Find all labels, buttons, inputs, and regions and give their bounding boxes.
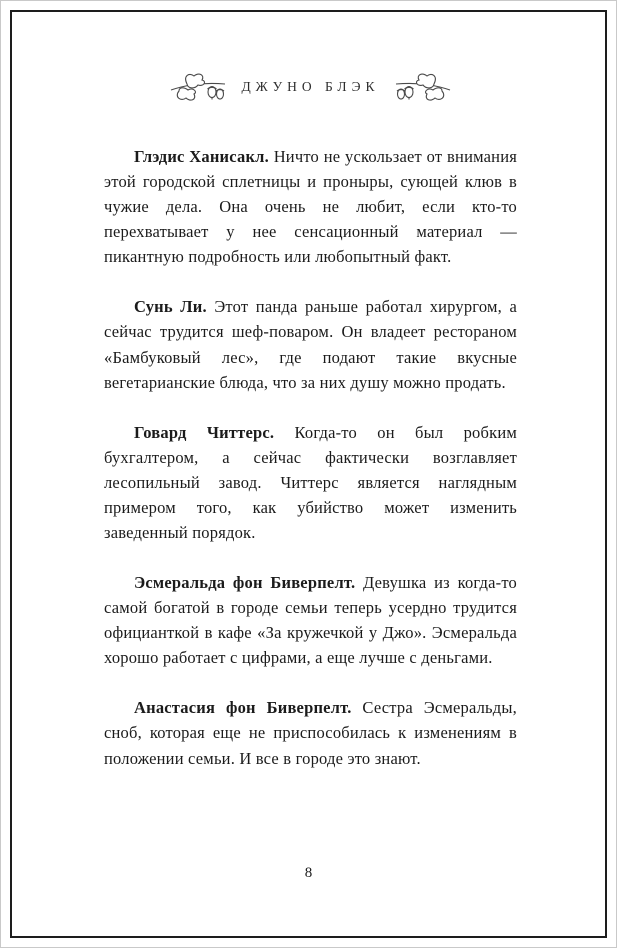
page-number: 8	[304, 865, 313, 881]
oak-branch-right-icon	[394, 70, 452, 104]
character-description: Этот панда раньше работал хирургом, а сейчас трудится шеф-поваром. Он владеет рестораном «Бамбуковый лес», где подают такие вкусные вегетарианские блюда, что за них душу можно продать.	[104, 297, 517, 392]
character-entry	[104, 144, 517, 269]
character-name: Глэдис Ханисакл.	[134, 147, 269, 166]
character-description: Сестра Эсмеральды, сноб, которая еще не приспособилась к изменениям в положении семьи. И все в городе это знают.	[104, 698, 517, 768]
character-entry	[104, 294, 517, 394]
character-entry	[104, 420, 517, 545]
character-description: Девушка из когда-то самой богатой в городе семьи теперь усердно трудится официанткой в кафе «За кружечкой у Джо». Эсмеральда хорошо работает с цифрами, а еще лучше с деньгами.	[104, 573, 518, 668]
character-name: Сунь Ли.	[134, 297, 207, 317]
character-entry	[104, 570, 517, 670]
character-name: Анастасия фон Биверпелт.	[134, 698, 352, 718]
oak-branch-left-icon	[169, 70, 227, 104]
page-header	[104, 70, 517, 104]
character-description: Когда-то он был робким бухгалтером, а сейчас фактически возглавляет лесопильный завод. Читтерс является наглядным примером того, как убийство может изменить заведенный порядок.	[104, 422, 517, 543]
book-page	[10, 10, 607, 938]
character-entry	[104, 695, 517, 770]
character-description: Ничто не ускользает от внимания этой городской сплетницы и проныры, сующей клюв в чужие дела. Она очень не любит, если кто-то перехватывает у нее сенсационный материал — пикантную подробность или любопытный факт.	[104, 147, 518, 267]
running-head-title: ДЖУНО БЛЭК	[241, 79, 380, 94]
character-name: Говард Читтерс.	[134, 422, 275, 442]
character-name: Эсмеральда фон Биверпелт.	[134, 573, 356, 593]
